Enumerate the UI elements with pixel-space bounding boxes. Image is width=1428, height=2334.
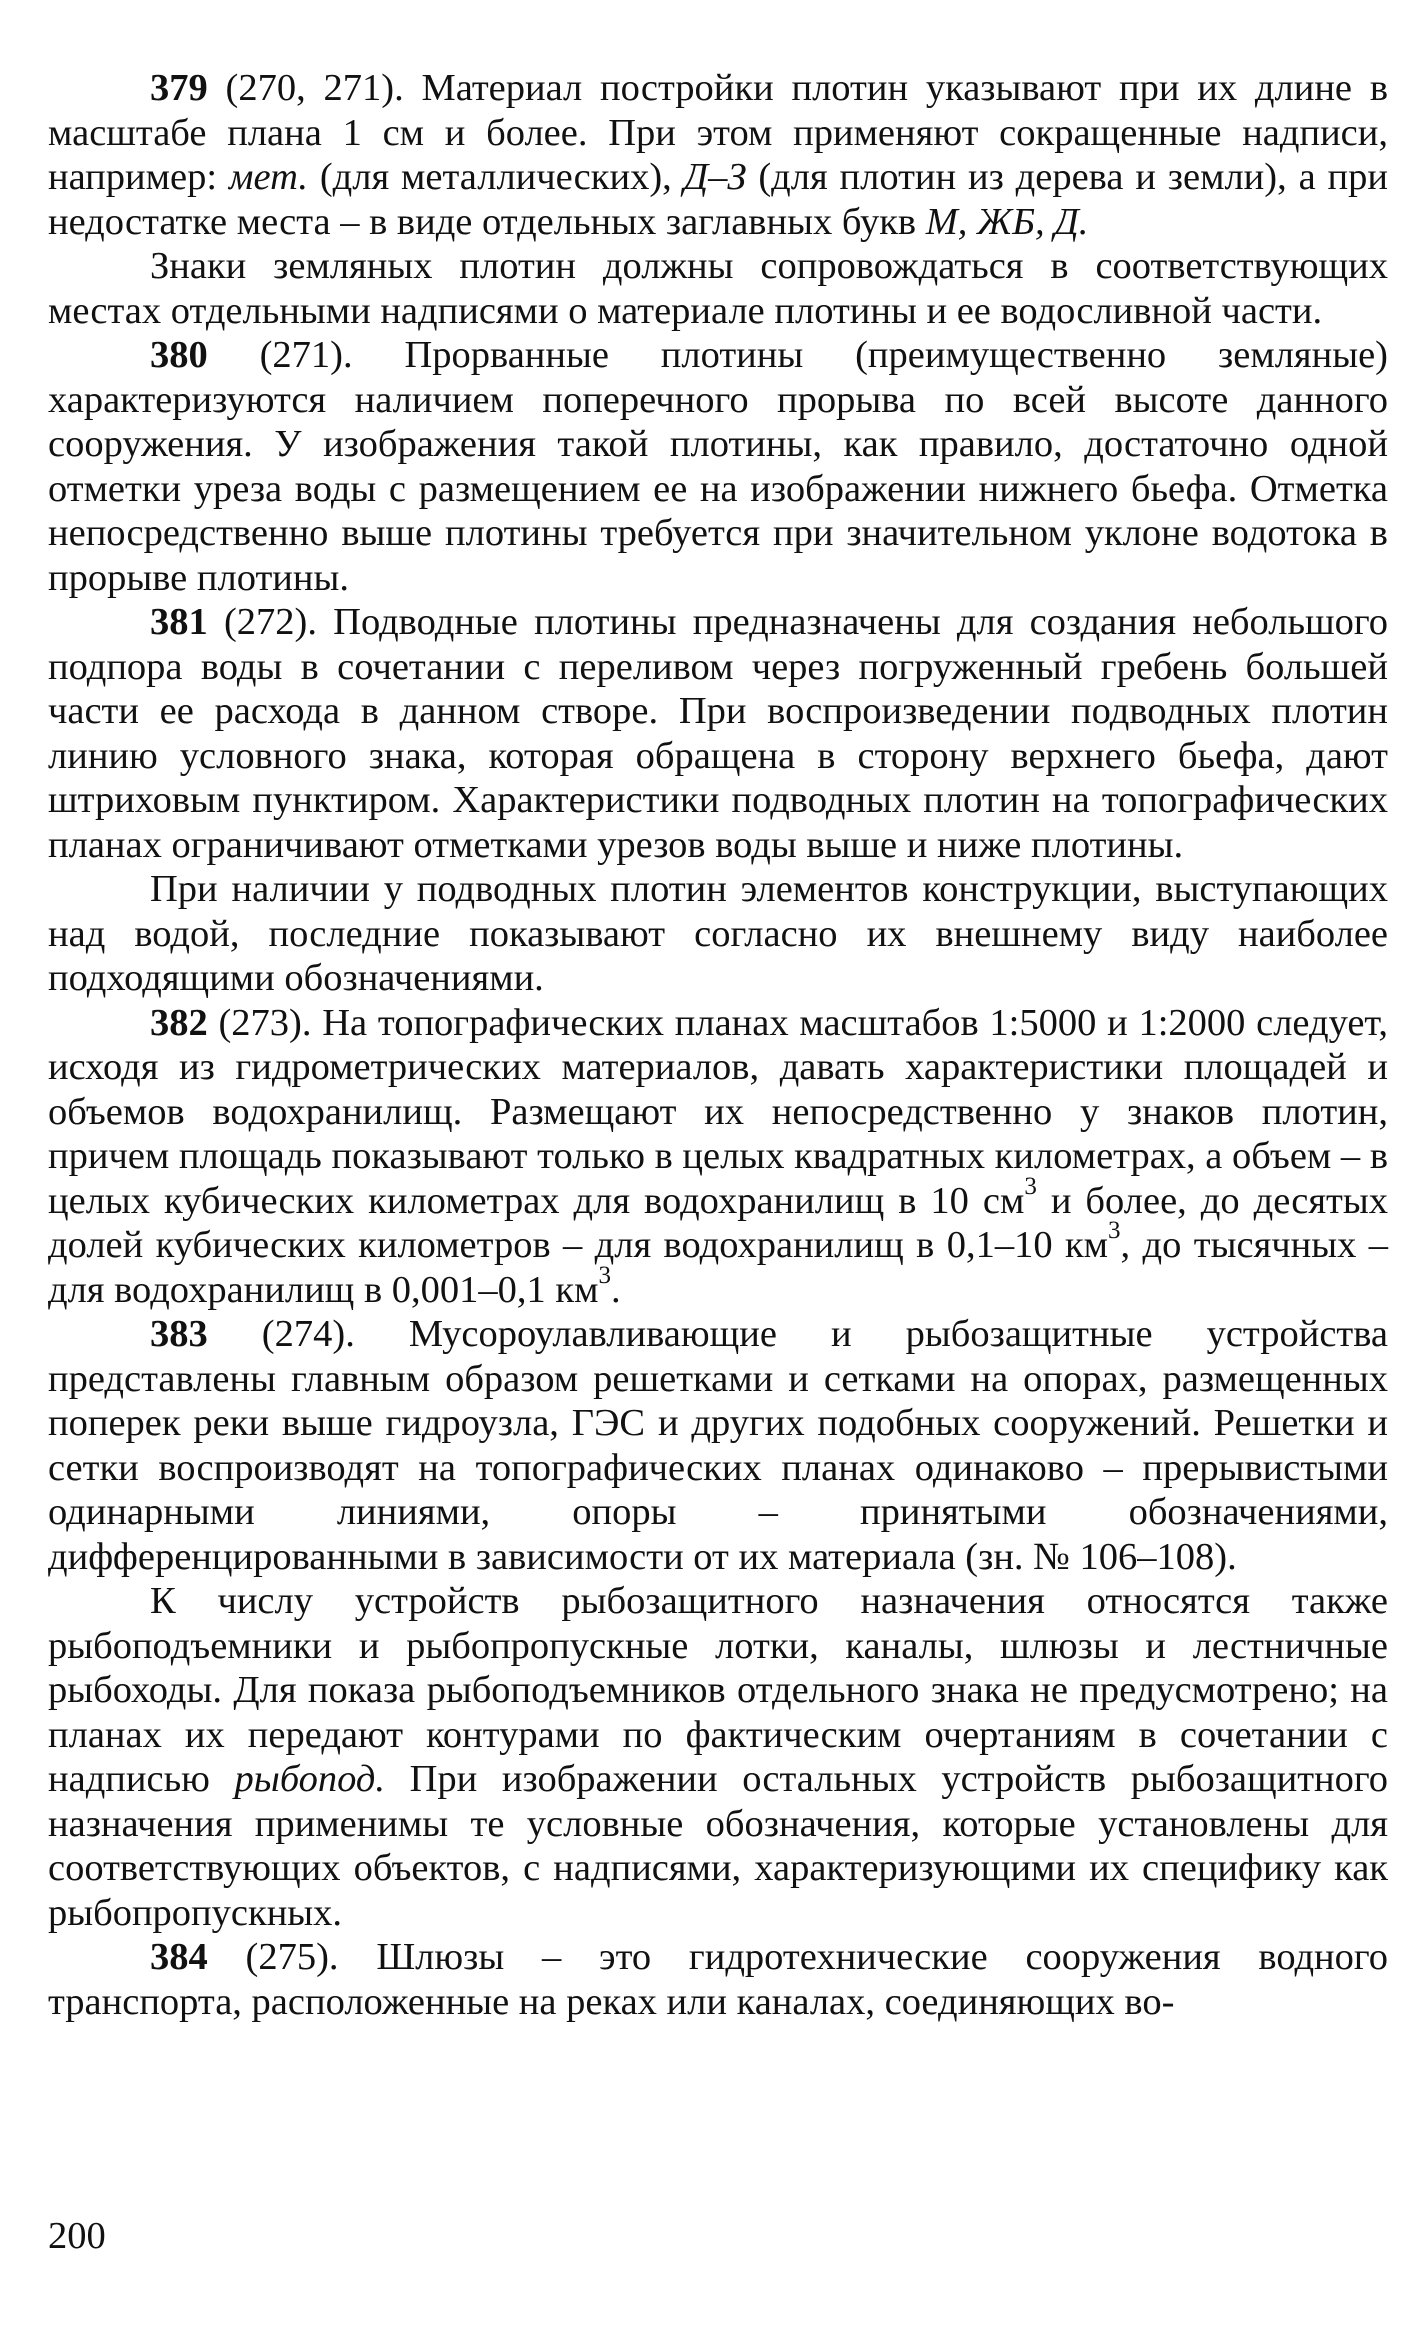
item-number: 381 xyxy=(150,601,208,643)
text-run: При наличии у подводных плотин элементов конструкции, выступающих над водой, последние показывают согласно их внешнему виду наиболее подходящими обозначениями. xyxy=(48,868,1388,999)
page-number: 200 xyxy=(48,2215,106,2257)
text-run: (271). Прорванные плотины (преимущественно земляные) характеризуются наличием поперечного прорыва по всей высоте данного сооружения. У изображения такой плотины, как правило, достаточно одной отметки уреза воды с размещением ее на изображении нижнего бьефа. Отметка непосредственно выше плотины требуется при значительном уклоне водотока в прорыве плотины. xyxy=(48,334,1388,599)
text-run: (275). Шлюзы – это гидротехнические сооружения водного транспорта, расположенные на реках или каналах, соединяющих во- xyxy=(48,1936,1388,2023)
page-text xyxy=(48,66,1388,2024)
item-number: 379 xyxy=(150,67,208,109)
item-number: 384 xyxy=(150,1936,208,1978)
text-run: (270, 271). Материал постройки плотин указывают при их длине в масштабе плана 1 см и более. При этом применяют сокращенные надписи, например: xyxy=(48,67,1388,198)
text-run: и более, до десятых долей кубических километров – для водохранилищ в 0,1–10 км xyxy=(48,1179,1388,1266)
paragraph-382 xyxy=(48,1001,1388,1313)
item-number: 380 xyxy=(150,334,208,376)
italic-term: М, ЖБ, Д. xyxy=(925,200,1089,243)
text-run: (272). Подводные плотины предназначены для создания небольшого подпора воды в сочетании с переливом через погруженный гребень большей части ее расхода в данном створе. При воспроизведении подводных плотин линию условного знака, которая обращена в сторону верхнего бьефа, дают штриховым пунктиром. Характеристики подводных плотин на топографических планах ограничивают отметками урезов воды выше и ниже плотины. xyxy=(48,601,1388,866)
paragraph-earthen-dams-note xyxy=(48,244,1388,333)
text-run: (для металлических), xyxy=(307,156,684,198)
text-run: (273). На топографических планах масштабов 1:5000 и 1:2000 следует, исходя из гидрометрических материалов, давать характеристики площадей и объемов водохранилищ. Размещают их непосредственно у знаков плотин, причем площадь показывают только в целых квадратных километрах, а объем – в целых кубических километрах для водохранилищ в 10 см xyxy=(48,1001,1388,1222)
italic-term: Д–З xyxy=(683,156,747,198)
text-run: К числу устройств рыбозащитного назначения относятся также рыбоподъемники и рыбопропускные лотки, каналы, шлюзы и лестничные рыбоходы. Для показа рыбоподъемников отдельного знака не предусмотрено; на планах их передают контурами по фактическим очертаниям в сочетании с надписью xyxy=(48,1580,1388,1800)
paragraph-379 xyxy=(48,66,1388,244)
paragraph-381 xyxy=(48,600,1388,867)
item-number: 383 xyxy=(150,1313,208,1355)
paragraph-384 xyxy=(48,1935,1388,2024)
superscript: 3 xyxy=(1024,1172,1037,1200)
superscript: 3 xyxy=(598,1261,611,1289)
text-run: . xyxy=(610,1268,621,1311)
paragraph-underwater-dams-note xyxy=(48,867,1388,1001)
paragraph-383 xyxy=(48,1312,1388,1579)
text-run: Знаки земляных плотин должны сопровождаться в соответствующих местах отдельными надписями о материале плотины и ее водосливной части. xyxy=(48,245,1388,332)
text-run: (274). Мусороулавливающие и рыбозащитные устройства представлены главным образом решетками и сетками на опорах, размещенных поперек реки выше гидроузла, ГЭС и других подобных сооружений. Решетки и сетки воспроизводят на топографических планах одинаково – прерывистыми одинарными линиями, опоры – принятыми обозначениями, дифференцированными в зависимости от их материала (зн. № 106–108). xyxy=(48,1313,1388,1578)
italic-term: мет. xyxy=(228,156,308,198)
paragraph-380 xyxy=(48,333,1388,600)
paragraph-fish-protection-note xyxy=(48,1579,1388,1935)
text-run: , до тысячных – для водохранилищ в 0,001–0,1 км xyxy=(48,1224,1388,1311)
text-run: (для плотин из дерева и земли), а при недостатке места – в виде отдельных заглавных букв xyxy=(48,156,1388,243)
item-number: 382 xyxy=(150,1001,208,1044)
text-run: При изображении остальных устройств рыбозащитного назначения применимы те условные обозначения, которые установлены для соответствующих объектов, с надписями, характеризующими их специфику как рыбопропускных. xyxy=(48,1758,1388,1934)
superscript: 3 xyxy=(1108,1217,1121,1245)
italic-term: рыбопод. xyxy=(234,1758,386,1800)
